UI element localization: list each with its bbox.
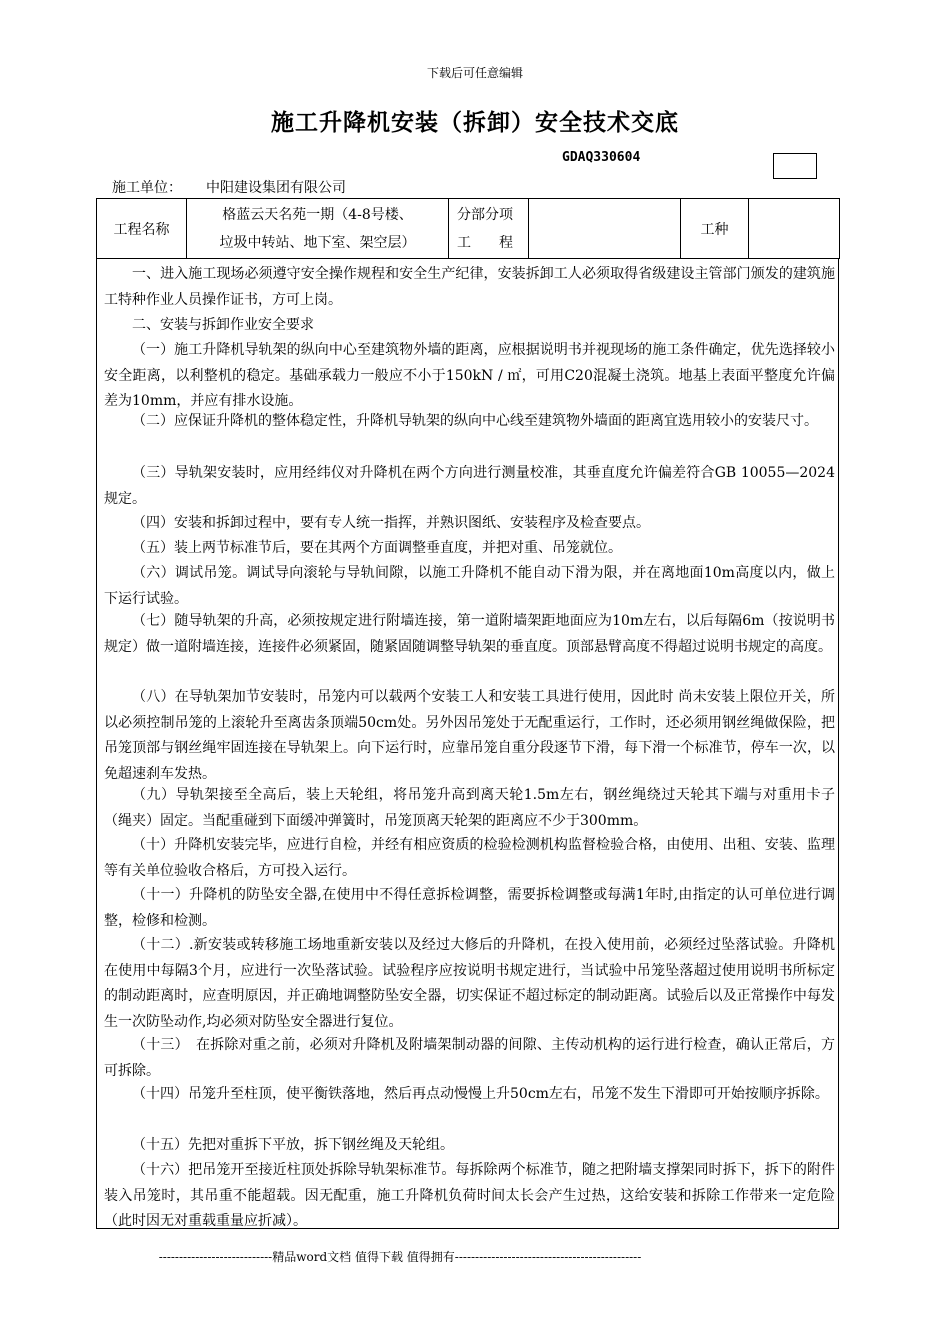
paragraph-1: 一、进入施工现场必须遵守安全操作规程和安全生产纪律，安装拆卸工人必须取得省级建设主管部门颁发的建筑施工特种作业人员操作证书，方可上岗。: [104, 266, 835, 308]
paragraph-18: （十六）把吊笼开至接近柱顶处拆除导轨架标准节。每拆除两个标准节，随之把附墙支撑架同时拆下，拆下的附件装入吊笼时，其吊重不能超载。因无配重，施工升降机负荷时间太长会产生过热，这给安装和拆除工作带来一定危险（此时因无对重载重量应折减）。: [104, 1162, 835, 1229]
project-name-value: [187, 199, 449, 259]
paragraph-11: （九）导轨架接至全高后，装上天轮组，将吊笼升高到离天轮1.5m左右，钢丝绳绕过天轮其下端与对重用卡子（绳夹）固定。当配重碰到下面缓冲弹簧时，吊笼顶离天轮架的距离应不少于300mm。: [104, 787, 835, 829]
document-code: GDAQ330604: [562, 150, 641, 165]
paragraph-7: （五）装上两节标准节后，要在其两个方面调整垂直度，并把对重、吊笼就位。: [132, 540, 622, 556]
division-label-line-2: 工 程: [457, 234, 513, 251]
paragraph-14: （十二）.新安装或转移施工场地重新安装以及经过大修后的升降机，在投入使用前，必须经过坠落试验。升降机在使用中每隔3个月，应进行一次坠落试验。试验程序应按说明书规定进行，当试验中吊笼坠落超过使用说明书所标定的制动距离时，应查明原因，并正确地调整防坠安全器，切实保证不超过标定的制动距离。试验后以及正常操作中每发生一次防坠动作,均必须对防坠安全器进行复位。: [104, 937, 835, 1030]
paragraph-12: （十）升降机安装完毕，应进行自检，并经有相应资质的检验检测机构监督检验合格，由使用、出租、安装、监理等有关单位验收合格后，方可投入运行。: [104, 837, 835, 879]
header-note: 下载后可任意编辑: [426, 66, 523, 80]
code-box: [773, 153, 817, 179]
paragraph-6: （四）安装和拆卸过程中，要有专人统一指挥，并熟识图纸、安装程序及检查要点。: [132, 515, 650, 531]
paragraph-8: （六）调试吊笼。调试导向滚轮与导轨间隙，以施工升降机不能自动下滑为限，并在离地面10m高度以内，做上下运行试验。: [104, 565, 835, 607]
paragraph-3: （一）施工升降机导轨架的纵向中心至建筑物外墙的距离，应根据说明书并视现场的施工条件确定，优先选择较小安全距离，以利整机的稳定。基础承载力一般应不小于150kN / ㎡，可用C20混凝土浇筑。地基上表面平整度允许偏差为10mm，并应有排水设施。: [104, 342, 835, 409]
paragraph-4: （二）应保证升降机的整体稳定性，升降机导轨架的纵向中心线至建筑物外墙面的距离宜选用较小的安装尺寸。: [132, 413, 818, 429]
division-label-line-1: 分部分项: [457, 206, 513, 223]
project-name-line-1: 格蓝云天名苑一期（4-8号楼、: [222, 206, 413, 223]
footer-note: ----------------------------精品word文档 值得下载 值得拥有----------------------------------------------: [158, 1250, 642, 1264]
paragraph-10: （八）在导轨架加节安装时，吊笼内可以载两个安装工人和安装工具进行使用，因此时 尚未安装上限位开关，所以必须控制吊笼的上滚轮升至离齿条顶端50cm处。另外因吊笼处于无配重运行，工作时，还必须用钢丝绳做保险，把吊笼顶部与钢丝绳牢固连接在导轨架上。向下运行时，应靠吊笼自重分段逐节下滑，每下滑一个标准节，停车一次，以免超速刹车发热。: [104, 689, 835, 782]
construction-unit-value: 中阳建设集团有限公司: [206, 180, 346, 196]
trade-value: [749, 199, 840, 259]
paragraph-9: （七）随导轨架的升高，必须按规定进行附墙连接，第一道附墙架距地面应为10m左右，以后每隔6m（按说明书规定）做一道附墙连接，连接件必须紧固，随紧固随调整导轨架的垂直度。顶部悬臂高度不得超过说明书规定的高度。: [104, 613, 835, 655]
division-label: [449, 199, 529, 259]
paragraph-5: （三）导轨架安装时，应用经纬仪对升降机在两个方向进行测量校准，其垂直度允许偏差符合GB 10055—2024规定。: [104, 465, 835, 507]
project-name-label: 工程名称: [97, 199, 187, 259]
info-table: [96, 198, 840, 259]
paragraph-17: （十五）先把对重拆下平放，拆下钢丝绳及天轮组。: [132, 1137, 454, 1153]
paragraph-13: （十一）升降机的防坠安全器,在使用中不得任意拆检调整，需要拆检调整或每满1年时,由指定的认可单位进行调整，检修和检测。: [104, 887, 835, 929]
document-title: 施工升降机安装（拆卸）安全技术交底: [271, 109, 679, 136]
paragraph-16: （十四）吊笼升至柱顶，使平衡铁落地，然后再点动慢慢上升50cm左右，吊笼不发生下滑即可开始按顺序拆除。: [132, 1086, 829, 1102]
construction-unit-row: [112, 177, 346, 197]
trade-label: 工种: [681, 199, 749, 259]
paragraph-15: （十三） 在拆除对重之前，必须对升降机及附墙架制动器的间隙、主传动机构的运行进行检查，确认正常后，方可拆除。: [104, 1037, 835, 1079]
project-name-line-2: 垃圾中转站、地下室、架空层）: [219, 234, 416, 251]
info-row: [97, 199, 840, 259]
division-value: [529, 199, 681, 259]
construction-unit-label: 施工单位：: [112, 180, 182, 196]
paragraph-2: 二、安装与拆卸作业安全要求: [132, 317, 314, 333]
